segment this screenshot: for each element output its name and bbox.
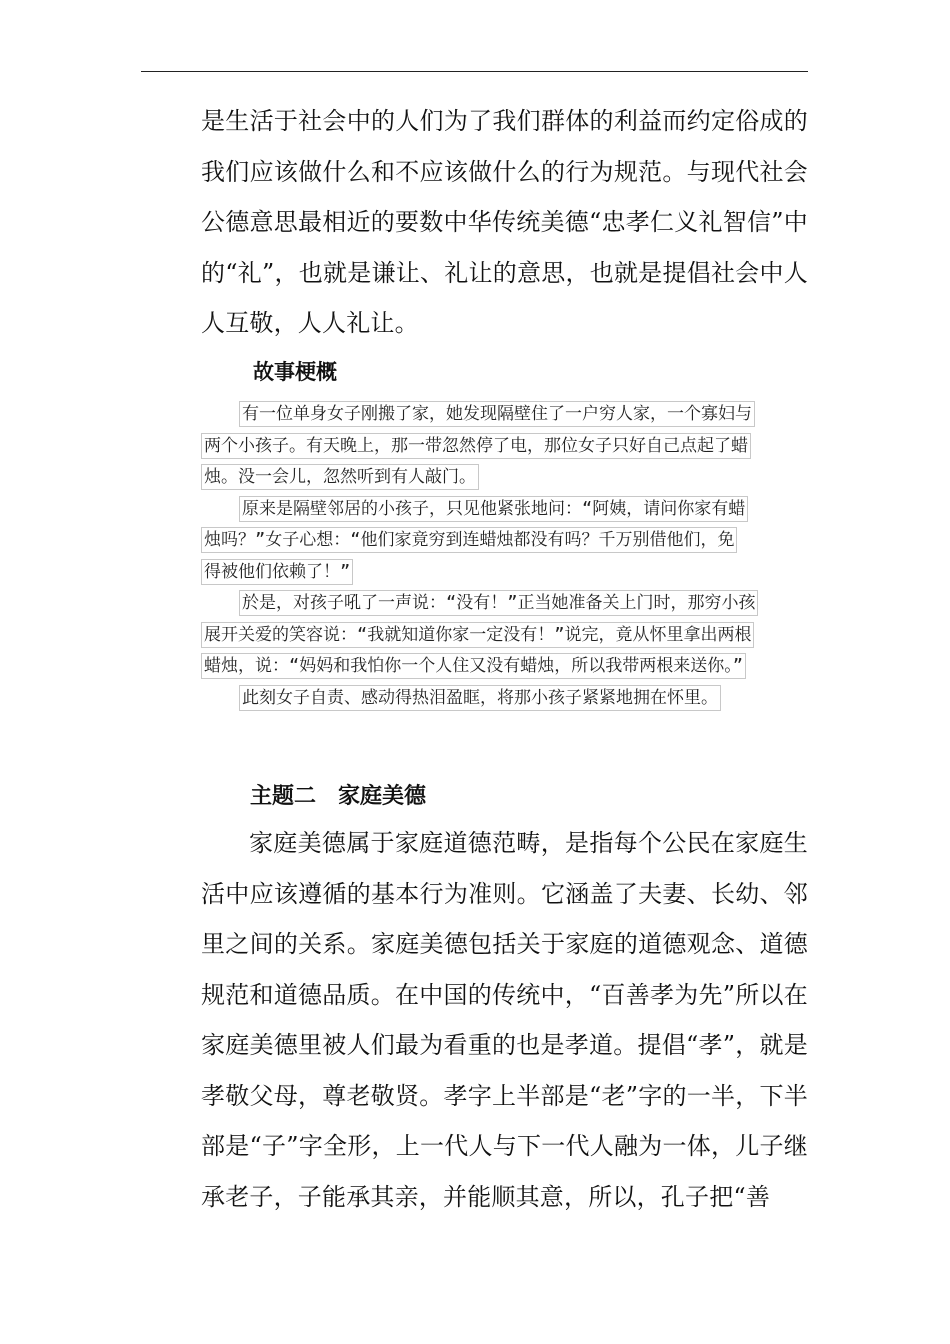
story-line: 有一位单身女子刚搬了家，她发现隔壁住了一户穷人家，一个寡妇与 [201,401,810,427]
body-paragraph-family-virtue: 家庭美德属于家庭道德范畴，是指每个公民在家庭生活中应该遵循的基本行为准则。它涵盖了夫妻、长幼、邻里之间的关系。家庭美德包括关于家庭的道德观念、道德规范和道德品质。在中国的传统中，“百善孝为先”所以在家庭美德里被人们最为看重的也是孝道。提倡“孝”，就是孝敬父母，尊老敬贤。孝字上半部是“老”字的一半，下半部是“子”字全形，上一代人与下一代人融为一体，儿子继承老子，子能承其亲，并能顺其意，所以，孔子把“善 [201,829,808,1211]
story-line: 蜡烛，说：“妈妈和我怕你一个人住又没有蜡烛，所以我带两根来送你。” [201,653,810,679]
header-rule [141,71,808,72]
story-line: 烛。没一会儿，忽然听到有人敲门。 [201,464,810,490]
story-line: 展开关爱的笑容说：“我就知道你家一定没有！”说完，竟从怀里拿出两根 [201,622,810,648]
story-line: 得被他们依赖了！” [201,559,810,585]
section-heading-story-summary: 故事梗概 [253,359,337,384]
story-line: 於是，对孩子吼了一声说：“没有！”正当她准备关上门时，那穷小孩 [201,590,810,616]
story-line: 烛吗？”女子心想：“他们家竟穷到连蜡烛都没有吗？千万别借他们，免 [201,527,810,553]
story-line: 两个小孩子。有天晚上，那一带忽然停了电，那位女子只好自己点起了蜡 [201,433,810,459]
story-line: 原来是隔壁邻居的小孩子，只见他紧张地问：“阿姨，请问你家有蜡 [201,496,810,522]
story-block [201,401,810,716]
body-paragraph-social-ethics: 是生活于社会中的人们为了我们群体的利益而约定俗成的我们应该做什么和不应该做什么的行为规范。与现代社会公德意思最相近的要数中华传统美德“忠孝仁义礼智信”中的“礼”，也就是谦让、礼让的意思，也就是提倡社会中人人互敬，人人礼让。 [201,107,808,337]
story-line: 此刻女子自责、感动得热泪盈眶，将那小孩子紧紧地拥在怀里。 [201,685,810,711]
section-heading-family-virtue: 主题二 家庭美德 [250,783,427,809]
